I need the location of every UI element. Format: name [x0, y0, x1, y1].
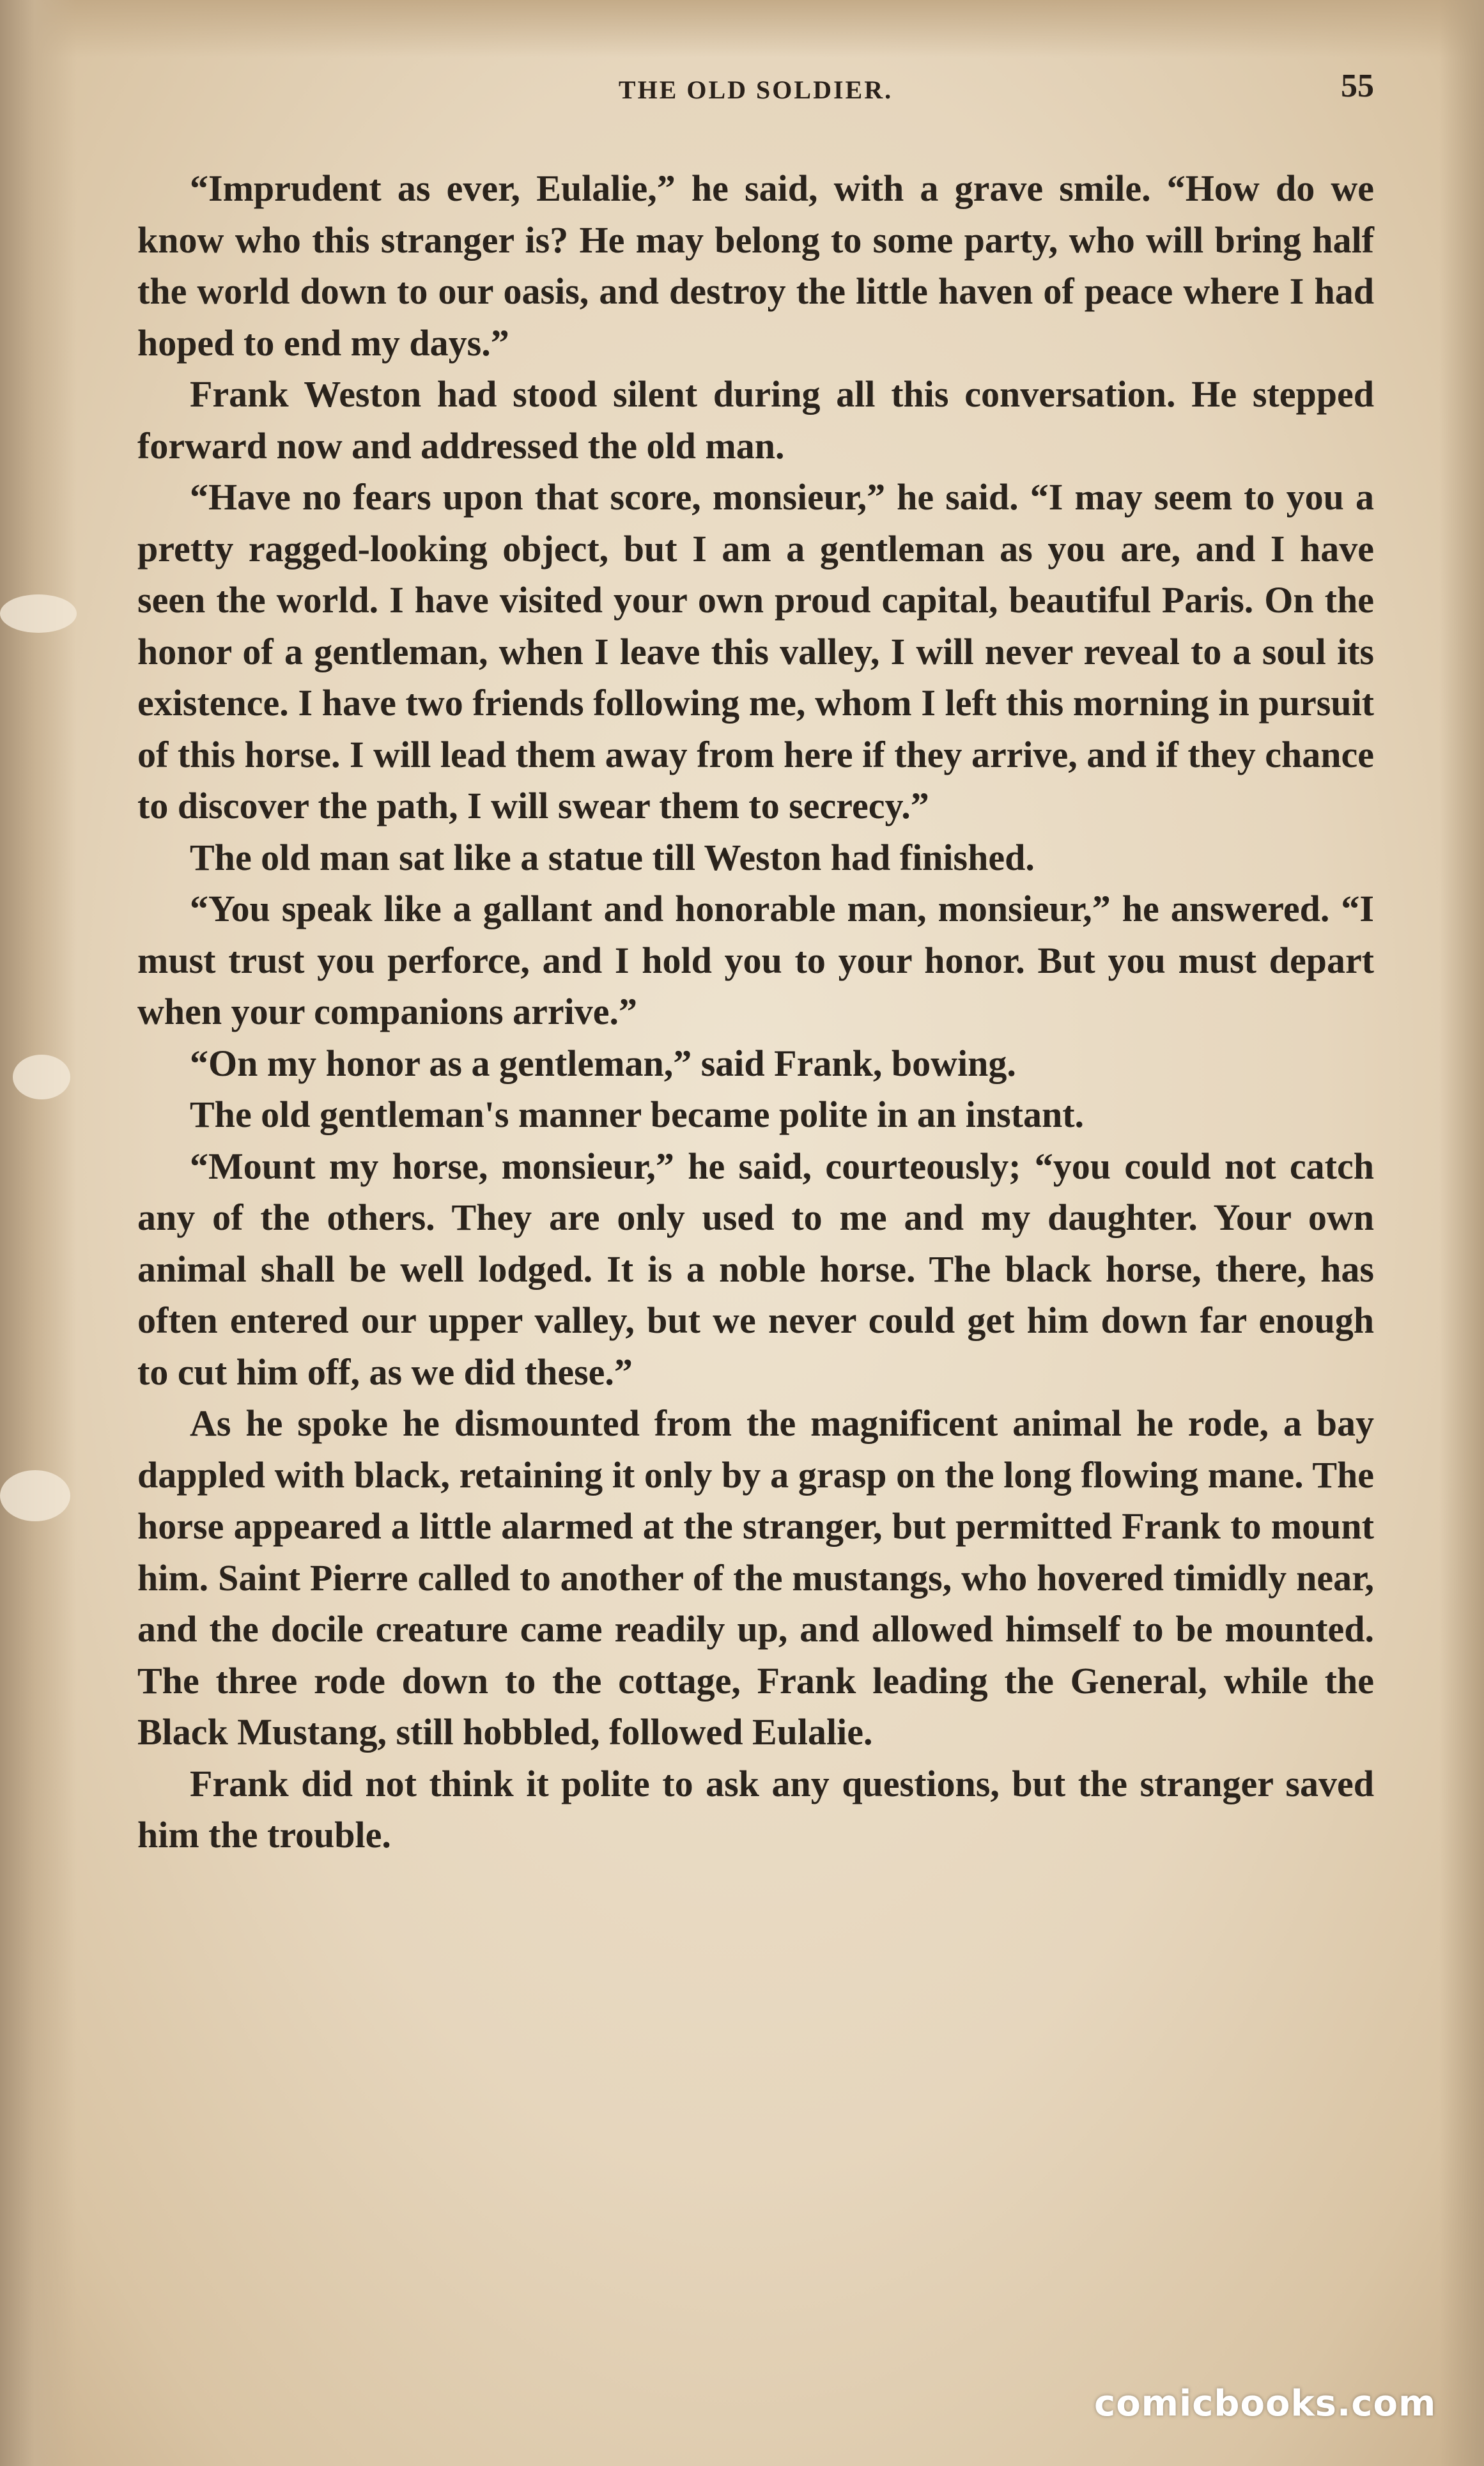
paper-tear-mark: [13, 1055, 70, 1099]
paragraph: The old man sat like a statue till Weston had finished.: [190, 836, 1035, 878]
paper-tear-mark: [0, 1470, 70, 1521]
paragraph: “Mount my horse, monsieur,” he said, courteously; “you could not catch any of the others. They are only used to me and my daughter. Your own animal shall be well lodged. It is a noble horse. The black horse, there, has often entered our upper valley, but we never could get him down far enough to cut him off, as we did these.”: [137, 1145, 1374, 1393]
paragraph: “You speak like a gallant and honorable man, monsieur,” he answered. “I must trust you perforce, and I hold you to your honor. But you must depart when your companions arrive.”: [137, 888, 1374, 1032]
paragraph: “Imprudent as ever, Eulalie,” he said, with a grave smile. “How do we know who this stranger is? He may belong to some party, who will bring half the world down to our oasis, and destroy the little haven of peace where I had hoped to end my days.”: [137, 167, 1374, 364]
paragraph: As he spoke he dismounted from the magnificent animal he rode, a bay dappled with black, retaining it only by a grasp on the long flowing mane. The horse appeared a little alarmed at the stranger, but permitted Frank to mount him. Saint Pierre called to another of the mustangs, who hovered timidly near, and the docile creature came readily up, and allowed himself to be mounted. The three rode down to the cottage, Frank leading the General, while the Black Mustang, still hobbled, followed Eulalie.: [137, 1402, 1374, 1753]
running-head: THE OLD SOLDIER.: [618, 75, 893, 104]
page-number: 55: [1341, 68, 1374, 104]
page-top-shadow: [0, 0, 1484, 58]
paragraph: Frank Weston had stood silent during all this conversation. He stepped forward now and addressed the old man.: [137, 373, 1374, 467]
page-right-shadow: [1439, 0, 1484, 2466]
site-watermark: comicbooks.com: [1094, 2383, 1437, 2424]
paper-tear-mark: [0, 594, 77, 633]
paragraph: The old gentleman's manner became polite in an instant.: [190, 1094, 1085, 1135]
page-left-binding-shadow: [0, 0, 77, 2466]
page-header: [137, 67, 1374, 118]
paragraph: “Have no fears upon that score, monsieur,” he said. “I may seem to you a pretty ragged-looking object, but I am a gentleman as you are, and I have seen the world. I have visited your own proud capital, beautiful Paris. On the honor of a gentleman, when I leave this valley, I will never reveal to a soul its existence. I have two friends following me, whom I left this morning in pursuit of this horse. I will lead them away from here if they arrive, and if they chance to discover the path, I will swear them to secrecy.”: [137, 476, 1374, 826]
body-text: [137, 163, 1374, 1861]
paragraph: “On my honor as a gentleman,” said Frank, bowing.: [190, 1042, 1016, 1084]
paragraph: Frank did not think it polite to ask any questions, but the stranger saved him the trouble.: [137, 1762, 1374, 1856]
